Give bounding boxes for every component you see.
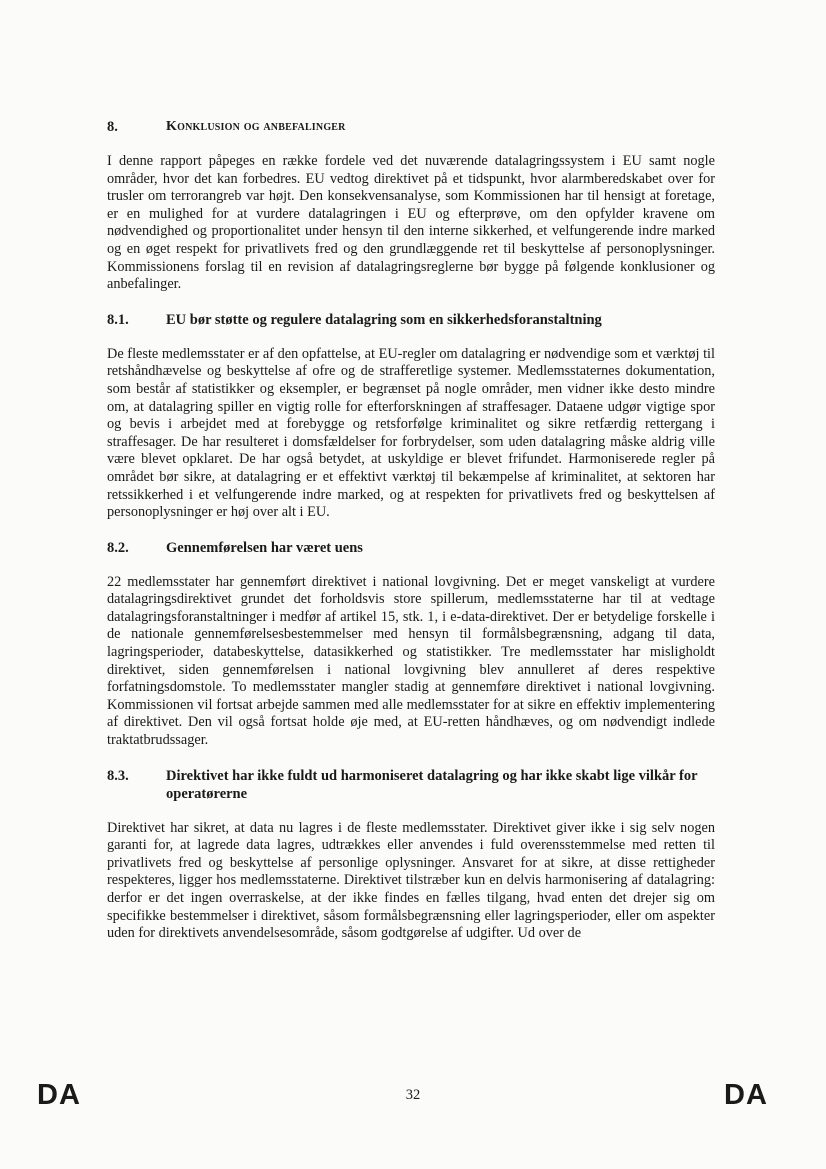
section-paragraph: I denne rapport påpeges en række fordele ved det nuværende datalagringssystem i EU samt nogle områder, hvor det kan forbedres. EU vedtog direktivet på et tidspunkt, hvor alarmberedskabet over for trusler om terrorangreb var højt. Den konsekvensanalyse, som Kommissionen har til hensigt at foretage, er en mulighed for at vurdere datalagringen i EU og efterprøve, om den opfylder kravene om nødvendighed og proportionalitet under hensyn til den interne sikkerhed, et velfungerende indre marked og en øget respekt for privatlivets fred og den grundlæggende ret til beskyttelse af personoplysninger. Kommissionens forslag til en revision af datalagringsreglerne bør bygge på følgende konklusioner og anbefalinger. <box>107 153 715 293</box>
section-heading-8-1 <box>107 311 715 329</box>
section-number: 8.1. <box>107 311 129 328</box>
language-code-right: DA <box>724 1079 768 1111</box>
section-paragraph: 22 medlemsstater har gennemført direktivet i national lovgivning. Det er meget vanskeligt at vurdere datalagringsdirektivet grundet det forholdsvis store spillerum, medlemsstaterne har til at vedtage datalagringsforanstaltninger i medfør af artikel 15, stk. 1, i e-data-direktivet. Der er betydelige forskelle i de nationale gennemførelsesbestemmelser med hensyn til formålsbegrænsning, adgang til data, lagringsperioder, databeskyttelse, datasikkerhed og statistikker. Tre medlemsstater har misligholdt direktivet, siden gennemførelsen i national lovgivning blev annulleret af deres respektive forfatningsdomstole. To medlemsstater mangler stadig at gennemføre direktivet i national lovgivning. Kommissionen vil fortsat arbejde sammen med alle medlemsstater for at sikre en effektiv implementering af direktivet. Den vil også fortsat holde øje med, at EU-retten håndhæves, og om nødvendigt indlede traktatbrudssager. <box>107 573 715 749</box>
language-code-left: DA <box>37 1079 81 1111</box>
section-number: 8.3. <box>107 767 129 784</box>
section-paragraph: Direktivet har sikret, at data nu lagres i de fleste medlemsstater. Direktivet giver ikke i sig selv nogen garanti for, at lagrede data lagres, udtrækkes eller anvendes i fuld overensstemmelse med retten til privatlivets fred og beskyttelse af personlige oplysninger. Ansvaret for at sikre, at disse rettigheder respekteres, ligger hos medlemsstaterne. Direktivet tilstræber kun en delvis harmonisering af datalagring: derfor er det ingen overraskelse, at der ikke findes en fælles tilgang, hvad enten det drejer sig om specifikke bestemmelser i direktivet, såsom formålsbegrænsning eller lagringsperioder, eller om aspekter uden for direktivets anvendelsesområde, såsom godtgørelse af udgifter. Ud over de <box>107 819 715 942</box>
section-number: 8. <box>107 119 118 135</box>
section-title: Konklusion og anbefalinger <box>166 119 346 134</box>
section-title: Direktivet har ikke fuldt ud harmoniseret datalagring og har ikke skabt lige vilkår for operatørerne <box>166 767 698 802</box>
section-heading-8 <box>107 118 715 136</box>
section-paragraph: De fleste medlemsstater er af den opfattelse, at EU-regler om datalagring er nødvendige som et værktøj til retshåndhævelse og beskyttelse af ofre og de strafferetlige systemer. Medlemsstaternes dokumentation, som består af statistikker og eksempler, er begrænset på nogle områder, men vidner ikke desto mindre om, at datalagring spiller en vigtig rolle for efterforskningen af straffesager. Dataene udgør vigtige spor og bevis i arbejdet med at forebygge og retsforfølge kriminalitet og sikre retfærdig rettergang i straffesager. De har resulteret i domsfældelser for forbrydelser, som uden datalagring måske aldrig ville være blevet opklaret. De har også betydet, at uskyldige er blevet frifundet. Harmoniserede regler på området bør sikre, at datalagring er et effektivt værktøj til bekæmpelse af kriminalitet, at sektoren har retssikkerhed i et velfungerende indre marked, og at respekten for privatlivets fred og beskyttelsen af personoplysninger er høj over alt i EU. <box>107 345 715 521</box>
section-number: 8.2. <box>107 539 129 556</box>
section-title: Gennemførelsen har været uens <box>166 539 363 556</box>
page-number: 32 <box>405 1087 421 1103</box>
section-title: EU bør støtte og regulere datalagring som en sikkerhedsforanstaltning <box>166 311 602 328</box>
page-content <box>107 118 715 943</box>
section-heading-8-3 <box>107 767 715 803</box>
section-heading-8-2 <box>107 539 715 557</box>
